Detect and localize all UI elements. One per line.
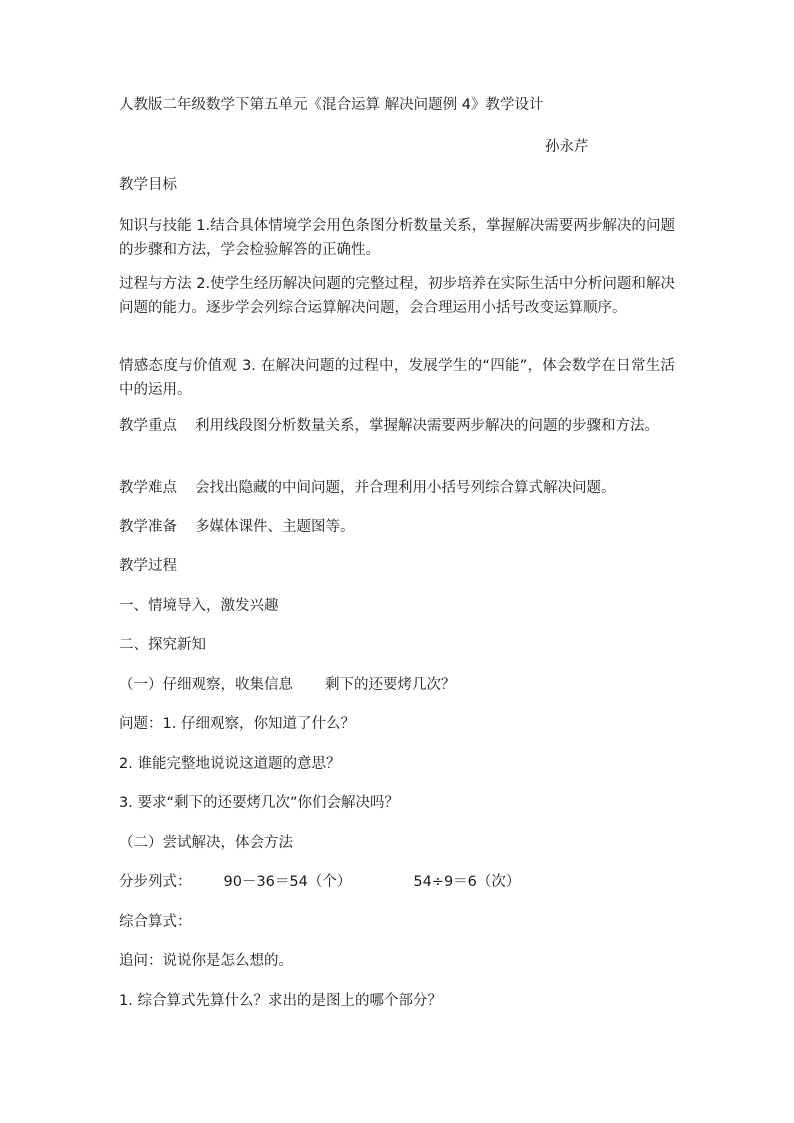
key-point-label: 教学重点 xyxy=(119,418,177,434)
sub-section-one xyxy=(119,673,675,697)
author-name: 孙永芹 xyxy=(545,139,589,155)
preparation xyxy=(119,515,675,539)
section-two: 二、探究新知 xyxy=(119,637,206,653)
combined-label: 综合算式： xyxy=(119,914,192,930)
followup: 追问：说说你是怎么想的。 xyxy=(119,953,293,969)
goal-process: 过程与方法 2.使学生经历解决问题的完整过程，初步培养在实际生活中分析问题和解决问题的能力。逐步学会列综合运算解决问题，会合理运用小括号改变运算顺序。 xyxy=(119,276,675,316)
question-1: 问题：1. 仔细观察，你知道了什么？ xyxy=(119,716,355,732)
key-point xyxy=(119,414,675,438)
document-title: 人教版二年级数学下第五单元《混合运算 解决问题例 4》教学设计 xyxy=(119,97,544,113)
key-point-text: 利用线段图分析数量关系，掌握解决需要两步解决的问题的步骤和方法。 xyxy=(195,418,659,434)
question-2: 2. 谁能完整地说说这道题的意思？ xyxy=(119,756,341,772)
question-3: 3. 要求“剩下的还要烤几次”你们会解决吗？ xyxy=(119,795,399,811)
stepwise-label: 分步列式： xyxy=(119,874,192,890)
difficulty xyxy=(119,476,675,500)
section-one: 一、情境导入，激发兴趣 xyxy=(119,598,279,614)
goal-knowledge: 知识与技能 1.结合具体情境学会用色条图分析数量关系，掌握解决需要两步解决的问题的步骤和方法，学会检验解答的正确性。 xyxy=(119,218,675,258)
stepwise-line xyxy=(119,870,675,894)
sub-section-two: （二）尝试解决，体会方法 xyxy=(119,835,293,851)
sub-one-question: 剩下的还要烤几次？ xyxy=(325,677,456,693)
goals-heading: 教学目标 xyxy=(119,177,177,193)
prep-label: 教学准备 xyxy=(119,519,177,535)
difficulty-text: 会找出隐藏的中间问题，并合理利用小括号列综合算式解决问题。 xyxy=(195,480,616,496)
step-1: 90－36＝54（个） xyxy=(223,874,352,890)
prep-text: 多媒体课件、主题图等。 xyxy=(195,519,355,535)
sub-one-label: （一）仔细观察，收集信息 xyxy=(119,677,293,693)
process-heading: 教学过程 xyxy=(119,558,177,574)
goal-emotion: 情感态度与价值观 3. 在解决问题的过程中，发展学生的“四能”，体会数学在日常生活中的运用。 xyxy=(119,358,675,398)
followup-question-1: 1. 综合算式先算什么？求出的是图上的哪个部分？ xyxy=(119,993,442,1009)
difficulty-label: 教学难点 xyxy=(119,480,177,496)
step-2: 54÷9＝6（次） xyxy=(413,874,521,890)
